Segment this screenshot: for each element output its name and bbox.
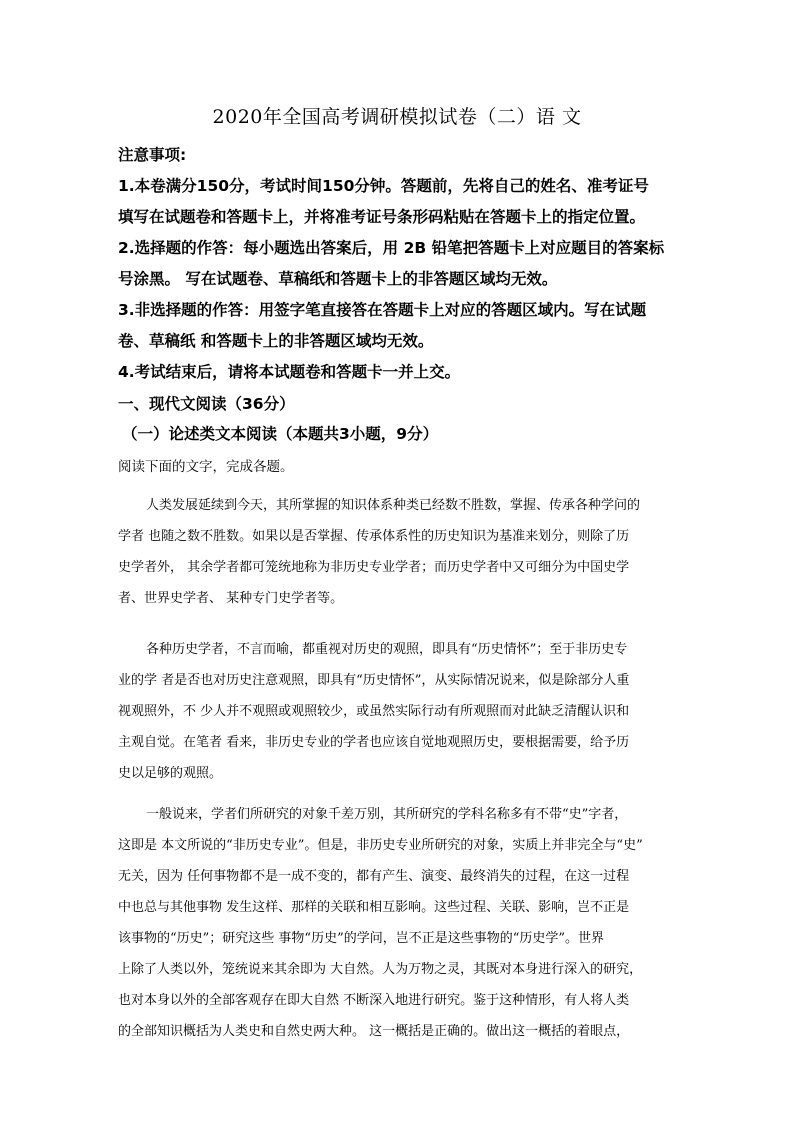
reading-passage bbox=[118, 480, 678, 1047]
passage-line: 人类发展延续到今天，其所掌握的知识体系种类已经数不胜数，掌握、传承各种学问的 bbox=[146, 498, 641, 513]
subsection-heading: （一）论述类文本阅读（本题共3小题，9分） bbox=[122, 425, 439, 443]
reading-instruction: 阅读下面的文字，完成各题。 bbox=[118, 459, 294, 475]
notice-line: 2.选择题的作答：每小题选出答案后，用 2B 铅笔把答题卡上对应题目的答案标 bbox=[118, 239, 665, 257]
passage-line: 也对本身以外的全部客观存在即大自然 不断深入地进行研究。鉴于这种情形，有人将人类 bbox=[118, 993, 630, 1008]
notice-line: 1.本卷满分150分，考试时间150分钟。答题前，先将自己的姓名、准考证号 bbox=[118, 177, 649, 195]
notice-line: 3.非选择题的作答：用签字笔直接答在答题卡上对应的答题区域内。写在试题 bbox=[118, 301, 647, 319]
passage-line: 视观照外，不 少人并不观照或观照较少，或虽然实际行动有所观照而对此缺乏清醒认识和 bbox=[118, 704, 630, 719]
passage-line: 无关，因为 任何事物都不是一成不变的，都有产生、演变、最终消失的过程，在这一过程 bbox=[118, 869, 630, 884]
notice-line: 填写在试题卷和答题卡上，并将准考证号条形码粘贴在答题卡上的指定位置。 bbox=[118, 208, 646, 226]
passage-line: 一般说来，学者们所研究的对象千差万别，其所研究的学科名称多有不带“史”字者， bbox=[146, 807, 628, 822]
notice-heading bbox=[118, 140, 678, 171]
passage-line: 史以足够的观照。 bbox=[118, 766, 223, 781]
passage-line: 的全部知识概括为人类史和自然史两大种。 这一概括是正确的。做出这一概括的着眼点， bbox=[118, 1024, 630, 1039]
section-heading: 一、现代文阅读（36分） bbox=[118, 395, 295, 413]
notice-line: 号涂黑。 写在试题卷、草稿纸和答题卡上的非答题区域均无效。 bbox=[118, 270, 558, 288]
notice-line: 卷、草稿纸 和答题卡上的非答题区域均无效。 bbox=[118, 332, 434, 350]
passage-line: 者、世界史学者、 某种专门史学者等。 bbox=[118, 591, 344, 606]
passage-line: 各种历史学者，不言而喻，都重视对历史的观照，即具有“历史情怀”；至于非历史专 bbox=[146, 642, 628, 657]
notice-line: 4.考试结束后，请将本试题卷和答题卡一并上交。 bbox=[118, 363, 461, 381]
passage-line: 该事物的“历史”；研究这些 事物“历史”的学问，岂不正是这些事物的“历史学”。世界 bbox=[118, 931, 605, 946]
passage-line: 主观自觉。在笔者 看来，非历史专业的学者也应该自觉地观照历史，要根据需要，给予历 bbox=[118, 735, 630, 750]
passage-line: 这即是 本文所说的“非历史专业”。但是，非历史专业所研究的对象，实质上并非完全与“史” bbox=[118, 838, 643, 853]
passage-line: 业的学 者是否也对历史注意观照，即具有“历史情怀”，从实际情况说来，似是除部分人重 bbox=[118, 673, 630, 688]
notice-list bbox=[118, 171, 678, 388]
passage-line: 史学者外， 其余学者都可笼统地称为非历史专业学者；而历史学者中又可细分为中国史学 bbox=[118, 560, 630, 575]
passage-line: 学者 也随之数不胜数。如果以是否掌握、传承体系性的历史知识为基准来划分，则除了历 bbox=[118, 529, 630, 544]
passage-line: 中也总与其他事物 发生这样、那样的关联和相互影响。这些过程、关联、影响，岂不正是 bbox=[118, 900, 630, 915]
passage-line: 上除了人类以外，笼统说来其余即为 大自然。人为万物之灵，其既对本身进行深入的研究， bbox=[118, 962, 643, 977]
notice-heading-text: 注意事项: bbox=[118, 146, 187, 164]
page-title: 2020年全国高考调研模拟试卷（二）语 文 bbox=[212, 106, 582, 128]
